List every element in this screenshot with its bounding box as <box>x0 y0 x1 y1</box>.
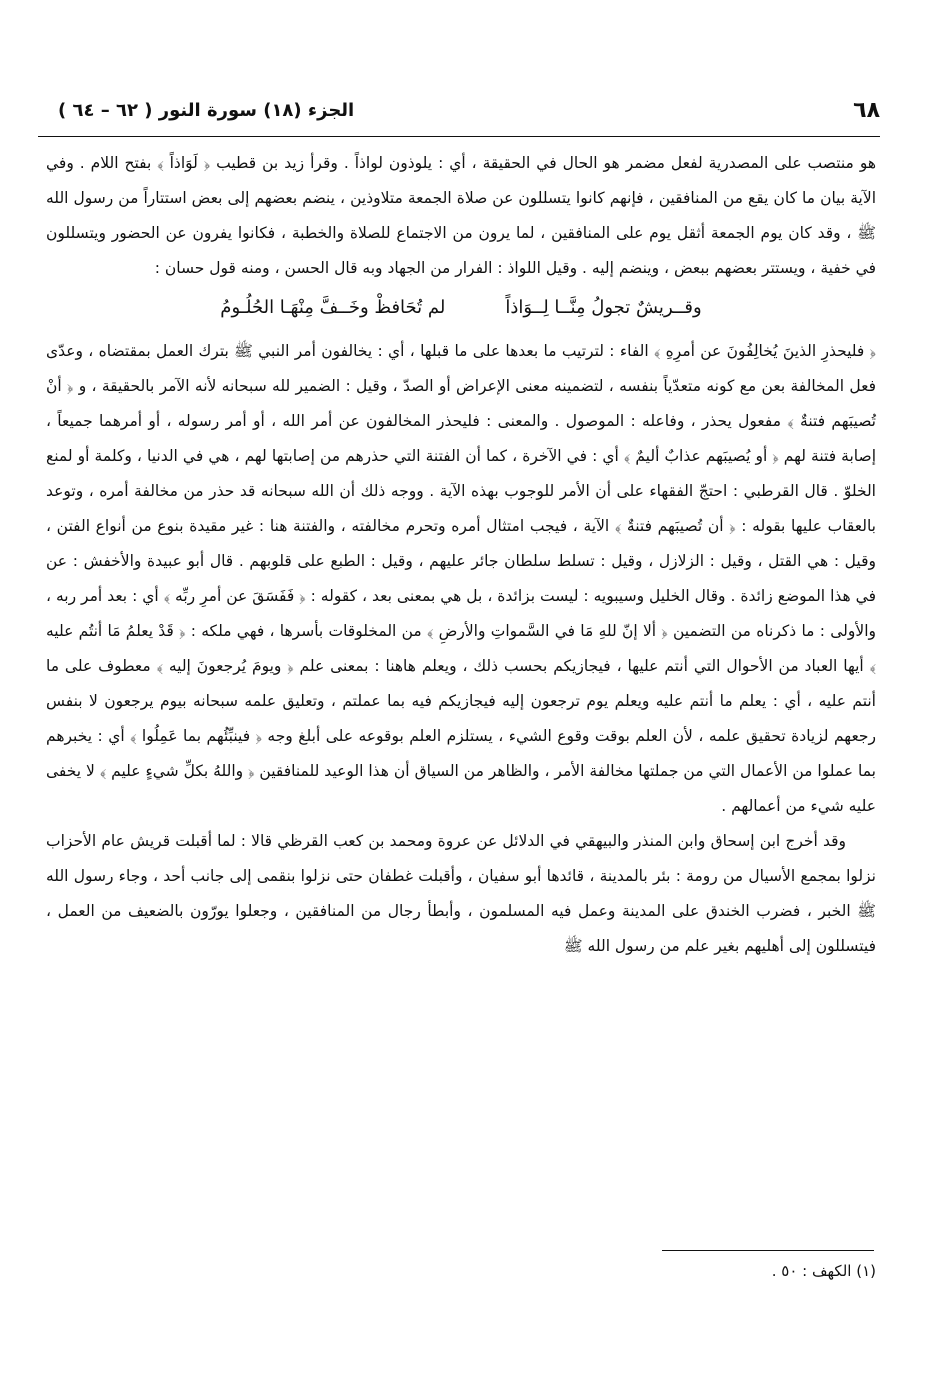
paragraph-1: هو منتصب على المصدرية لفعل مضمر هو الحال في الحقيقة ، أي : يلوذون لواذاً . وقرأ زيد بن قطيب ﴿ لَوَاذاً ﴾ بفتح اللام . وفي الآية بيان ما كان يقع من المنافقين ، فإنهم كانوا يتسللون عن صلاة الجمعة متلاوذين ، ينضم بعضهم إلى بعض استتاراً من رسول الله ﷺ ، وقد كان يوم الجمعة أثقل يوم على المنافقين ، لما يرون من الاجتماع للصلاة والخطبة ، فكانوا يفرون عن الحضور ويتسللون في خفية ، ويستتر بعضهم ببعض ، وينضم إليه . وقيل اللواذ : الفرار من الجهاد وبه قال الحسن ، ومنه قول حسان : <box>46 154 876 277</box>
page-number: ٦٨ <box>853 98 880 123</box>
running-title: الجزء (١٨) سورة النور ( ٦٢ – ٦٤ ) <box>58 100 355 121</box>
paragraph-3: وقد أخرج ابن إسحاق وابن المنذر والبيهقي في الدلائل عن عروة ومحمد بن كعب القرظي قالا : لما أقبلت قريش عام الأحزاب نزلوا بمجمع الأسيال من رومة : بئر بالمدينة ، قائدها أبو سفيان ، وأقبلت غطفان حتى نزلوا بنقمى إلى جانب أحد ، وجاء رسول الله ﷺ الخبر ، فضرب الخندق على المدينة وعمل فيه المسلمون ، وأبطأ رجال من المنافقين ، وجعلوا يورّون بالضعيف من العمل ، فيتسللون إلى أهليهم بغير علم من رسول الله ﷺ <box>46 832 876 955</box>
poem-hemistich-right: وقــريشٌ تجولُ مِنَّــا لِــوَاذاً <box>505 297 702 318</box>
footnote: (١) الكهف : ٥٠ . <box>771 1262 876 1280</box>
footnote-separator <box>662 1250 874 1251</box>
page-header <box>38 96 880 137</box>
poem-verse <box>46 288 876 328</box>
main-text <box>46 146 876 964</box>
poem-hemistich-left: لم تُحَافظْ وخَــفَّ مِنْهَـا الحُلُـومُ <box>220 297 446 318</box>
paragraph-2: ﴿ فليحذرِ الذينَ يُخالِفُونَ عن أمرِهِ ﴾ الفاء : لترتيب ما بعدها على ما قبلها ، أي : يخالفون أمر النبي ﷺ بترك العمل بمقتضاه ، وعدّى فعل المخالفة بعن مع كونه متعدّياً بنفسه ، لتضمينه معنى الإعراض أو الصدّ ، وقيل : الضمير لله سبحانه لأنه الآمر بالحقيقة ، و ﴿ أنْ تُصيبَهم فتنةٌ ﴾ مفعول يحذر ، وفاعله : الموصول . والمعنى : فليحذر المخالفون عن أمر الله ، أو أمر رسوله ، أو أمرهما جميعاً ، إصابة فتنة لهم ﴿ أو يُصيبَهم عذابٌ أليمٌ ﴾ أي : في الآخرة ، كما أن الفتنة التي حذرهم من إصابتها لهم ، هي في الدنيا ، وكلمة أو لمنع الخلوّ . قال القرطبي : احتجّ الفقهاء على أن الأمر للوجوب بهذه الآية . ووجه ذلك أن الله سبحانه قد حذر من مخالفة أمره ، وتوعد بالعقاب عليها بقوله : ﴿ أن تُصيبَهم فتنةٌ ﴾ الآية ، فيجب امتثال أمره وتحرم مخالفته ، والفتنة هنا : غير مقيدة بنوع من أنواع الفتن ، وقيل : هي القتل ، وقيل : الزلازل ، وقيل : تسلط سلطان جائر عليهم ، وقيل : الطبع على قلوبهم . قال أبو عبيدة والأخفش : عن في هذا الموضع زائدة . وقال الخليل وسيبويه : ليست بزائدة ، بل هي بمعنى بعد ، كقوله : ﴿ فَفَسَقَ عن أمرِ ربِّه ﴾ أي : بعد أمر ربه ، والأولى : ما ذكرناه من التضمين ﴿ ألا إنّ للهِ مَا في السَّمواتِ والأرضِ ﴾ من المخلوقات بأسرها ، فهي ملكه : ﴿ قَدْ يعلمُ مَا أنتُم عليه ﴾ أيها العباد من الأحوال التي أنتم عليها ، فيجازيكم بحسب ذلك ، ويعلم هاهنا : بمعنى علم ﴿ ويومَ يُرجعونَ إليه ﴾ معطوف على ما أنتم عليه ، أي : يعلم ما أنتم عليه ويعلم يوم ترجعون إليه فيجازيكم فيه بما عملتم ، وتعليق علمه سبحانه بيوم يرجعون لا بنفس رجعهم لزيادة تحقيق علمه ، لأن العلم بوقت وقوع الشيء ، يستلزم العلم بوقوعه على أبلغ وجه ﴿ فينبِّئُهم بما عَمِلُوا ﴾ أي : يخبرهم بما عملوا من الأعمال التي من جملتها مخالفة الأمر ، والظاهر من السياق أن هذا الوعيد للمنافقين ﴿ واللهُ بكلِّ شيءٍ عليم ﴾ لا يخفى عليه شيء من أعمالهم . <box>46 342 876 815</box>
